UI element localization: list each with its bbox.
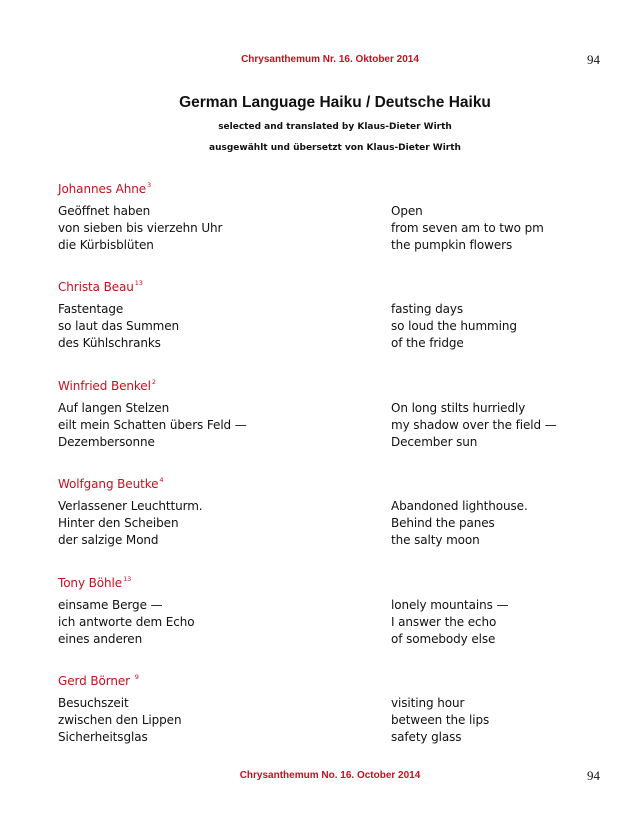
haiku-line: Geöffnet haben — [58, 204, 151, 218]
haiku-english — [391, 498, 528, 549]
haiku-line: so loud the humming — [391, 319, 517, 334]
haiku-line: my shadow over the field — — [391, 417, 557, 432]
haiku-line: of the fridge — [391, 336, 464, 351]
haiku-line: visiting hour — [391, 695, 465, 710]
haiku-line: of somebody else — [391, 631, 496, 646]
footnote-marker: 2 — [151, 377, 156, 386]
haiku-english — [391, 301, 517, 352]
footnote-marker: 13 — [134, 279, 143, 288]
author-name: Tony Böhle$^{13}$ — [58, 574, 132, 590]
haiku-entry — [58, 570, 618, 668]
haiku-line: Abandoned lighthouse. — [391, 499, 528, 514]
haiku-entry — [58, 471, 618, 569]
haiku-line: Behind the panes — [391, 516, 495, 531]
haiku-line: des Kühlschranks — [58, 336, 161, 351]
footnote-marker: 3 — [147, 181, 152, 189]
running-header — [0, 52, 638, 68]
author-name: Winfried Benkel$^2$ — [58, 377, 156, 393]
haiku-line: von sieben bis vierzehn Uhr — [58, 221, 223, 235]
haiku-english — [391, 203, 544, 254]
haiku-english — [391, 597, 508, 648]
haiku-line: eines anderen — [58, 631, 143, 646]
haiku-line: lonely mountains — — [391, 597, 509, 612]
haiku-line: Verlassener Leuchtturm. — [58, 499, 203, 514]
author-name: Johannes Ahne$^3$ — [58, 181, 152, 196]
haiku-entry — [58, 373, 618, 471]
haiku-line: einsame Berge — — [58, 597, 163, 612]
footnote-marker: 4 — [159, 476, 164, 485]
subtitle-english: selected and translated by Klaus-Dieter Wirth — [218, 122, 452, 132]
author-name: Gerd Börner $^9$ — [58, 672, 139, 688]
page-title: German Language Haiku / Deutsche Haiku — [179, 94, 491, 111]
haiku-entry — [58, 668, 618, 766]
haiku-line: Dezembersonne — [58, 434, 155, 449]
journal-footer: Chrysanthemum No. 16. October 2014 — [239, 770, 421, 781]
haiku-entry — [58, 176, 618, 274]
haiku-german — [58, 695, 181, 746]
author-name: Wolfgang Beutke$^4$ — [58, 476, 164, 492]
author-name: Christa Beau$^{13}$ — [58, 279, 143, 295]
haiku-line: safety glass — [391, 729, 462, 744]
haiku-line: Auf langen Stelzen — [58, 400, 170, 415]
haiku-line: Besuchszeit — [58, 695, 129, 710]
page-number: 94 — [587, 52, 600, 67]
running-footer — [0, 768, 638, 784]
haiku-line: so laut das Summen — [58, 319, 180, 334]
journal-header: Chrysanthemum Nr. 16. Oktober 2014 — [241, 54, 419, 65]
haiku-english — [391, 695, 489, 746]
haiku-line: ich antworte dem Echo — [58, 614, 195, 629]
haiku-entry — [58, 274, 618, 372]
haiku-german — [58, 498, 203, 549]
haiku-line: between the lips — [391, 712, 490, 727]
subtitle-german: ausgewählt und übersetzt von Klaus-Dieter Wirth — [209, 143, 461, 153]
haiku-english — [391, 400, 557, 451]
haiku-german — [58, 203, 222, 254]
haiku-line: Open — [391, 204, 423, 218]
haiku-line: zwischen den Lippen — [58, 712, 182, 727]
haiku-line: I answer the echo — [391, 614, 497, 629]
haiku-german — [58, 301, 179, 352]
haiku-line: eilt mein Schatten übers Feld — — [58, 417, 247, 432]
page-number: 94 — [587, 768, 600, 783]
haiku-line: from seven am to two pm — [391, 221, 544, 235]
haiku-line: December sun — [391, 434, 478, 449]
haiku-german — [58, 597, 195, 648]
title-block — [0, 93, 638, 155]
haiku-line: Fastentage — [58, 302, 124, 317]
haiku-line: Sicherheitsglas — [58, 729, 148, 744]
haiku-line: the salty moon — [391, 533, 480, 548]
footnote-marker: 13 — [123, 574, 132, 583]
haiku-line: der salzige Mond — [58, 533, 159, 548]
haiku-german — [58, 400, 247, 451]
haiku-line: die Kürbisblüten — [58, 238, 154, 252]
haiku-line: fasting days — [391, 302, 464, 317]
haiku-line: the pumpkin flowers — [391, 238, 513, 252]
haiku-list — [58, 176, 618, 766]
haiku-line: Hinter den Scheiben — [58, 516, 179, 531]
footnote-marker: 9 — [134, 672, 139, 681]
haiku-line: On long stilts hurriedly — [391, 400, 526, 415]
